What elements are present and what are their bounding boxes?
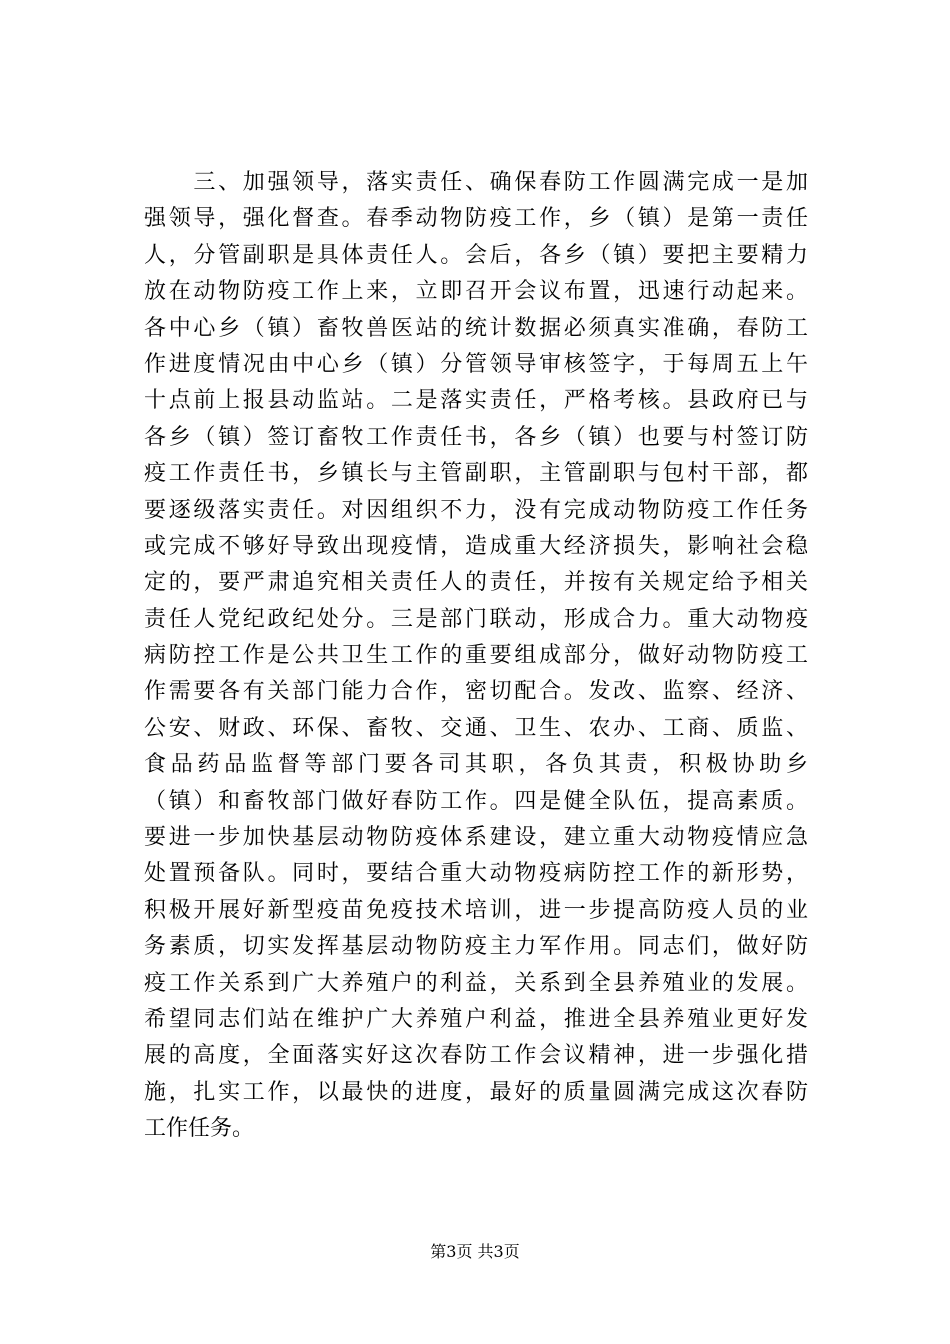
text-line: 积极开展好新型疫苗免疫技术培训，进一步提高防疫人员的业 <box>144 897 808 923</box>
text-line: 病防控工作是公共卫生工作的重要组成部分，做好动物防疫工 <box>144 643 808 669</box>
text-line: 施，扎实工作，以最快的进度，最好的质量圆满完成这次春防 <box>144 1079 808 1105</box>
text-line: 公安、财政、环保、畜牧、交通、卫生、农办、工商、质监、 <box>144 715 808 741</box>
text-line: 处置预备队。同时，要结合重大动物疫病防控工作的新形势， <box>144 861 808 887</box>
text-line: 各乡（镇）签订畜牧工作责任书，各乡（镇）也要与村签订防 <box>144 424 808 450</box>
text-line: 人，分管副职是具体责任人。会后，各乡（镇）要把主要精力 <box>144 242 808 268</box>
text-line: 疫工作关系到广大养殖户的利益，关系到全县养殖业的发展。 <box>144 970 808 996</box>
text-line: 定的，要严肃追究相关责任人的责任，并按有关规定给予相关 <box>144 570 808 596</box>
text-line: 责任人党纪政纪处分。三是部门联动，形成合力。重大动物疫 <box>144 606 808 632</box>
text-line: 或完成不够好导致出现疫情，造成重大经济损失，影响社会稳 <box>144 533 808 559</box>
text-line: 希望同志们站在维护广大养殖户利益，推进全县养殖业更好发 <box>144 1006 808 1032</box>
text-line: 要进一步加快基层动物防疫体系建设，建立重大动物疫情应急 <box>144 825 808 851</box>
text-line: 疫工作责任书，乡镇长与主管副职，主管副职与包村干部，都 <box>144 461 808 487</box>
text-line: 食品药品监督等部门要各司其职，各负其责，积极协助乡 <box>144 752 808 778</box>
text-line: 放在动物防疫工作上来，立即召开会议布置，迅速行动起来。 <box>144 279 808 305</box>
text-line: 强领导，强化督查。春季动物防疫工作，乡（镇）是第一责任 <box>144 206 808 232</box>
text-line: 要逐级落实责任。对因组织不力，没有完成动物防疫工作任务 <box>144 497 808 523</box>
text-line: 十点前上报县动监站。二是落实责任，严格考核。县政府已与 <box>144 388 808 414</box>
text-line: （镇）和畜牧部门做好春防工作。四是健全队伍，提高素质。 <box>144 788 808 814</box>
body-paragraph <box>144 165 808 1148</box>
page-footer: 第3页 共3页 <box>430 1242 520 1261</box>
text-line: 各中心乡（镇）畜牧兽医站的统计数据必须真实准确，春防工 <box>144 315 808 341</box>
text-line: 工作任务。 <box>144 1116 255 1142</box>
text-line: 三、加强领导，落实责任、确保春防工作圆满完成一是加 <box>144 170 808 195</box>
text-line: 务素质，切实发挥基层动物防疫主力军作用。同志们，做好防 <box>144 934 808 960</box>
text-line: 展的高度，全面落实好这次春防工作会议精神，进一步强化措 <box>144 1043 808 1069</box>
text-line: 作需要各有关部门能力合作，密切配合。发改、监察、经济、 <box>144 679 808 705</box>
text-line: 作进度情况由中心乡（镇）分管领导审核签字，于每周五上午 <box>144 351 808 377</box>
